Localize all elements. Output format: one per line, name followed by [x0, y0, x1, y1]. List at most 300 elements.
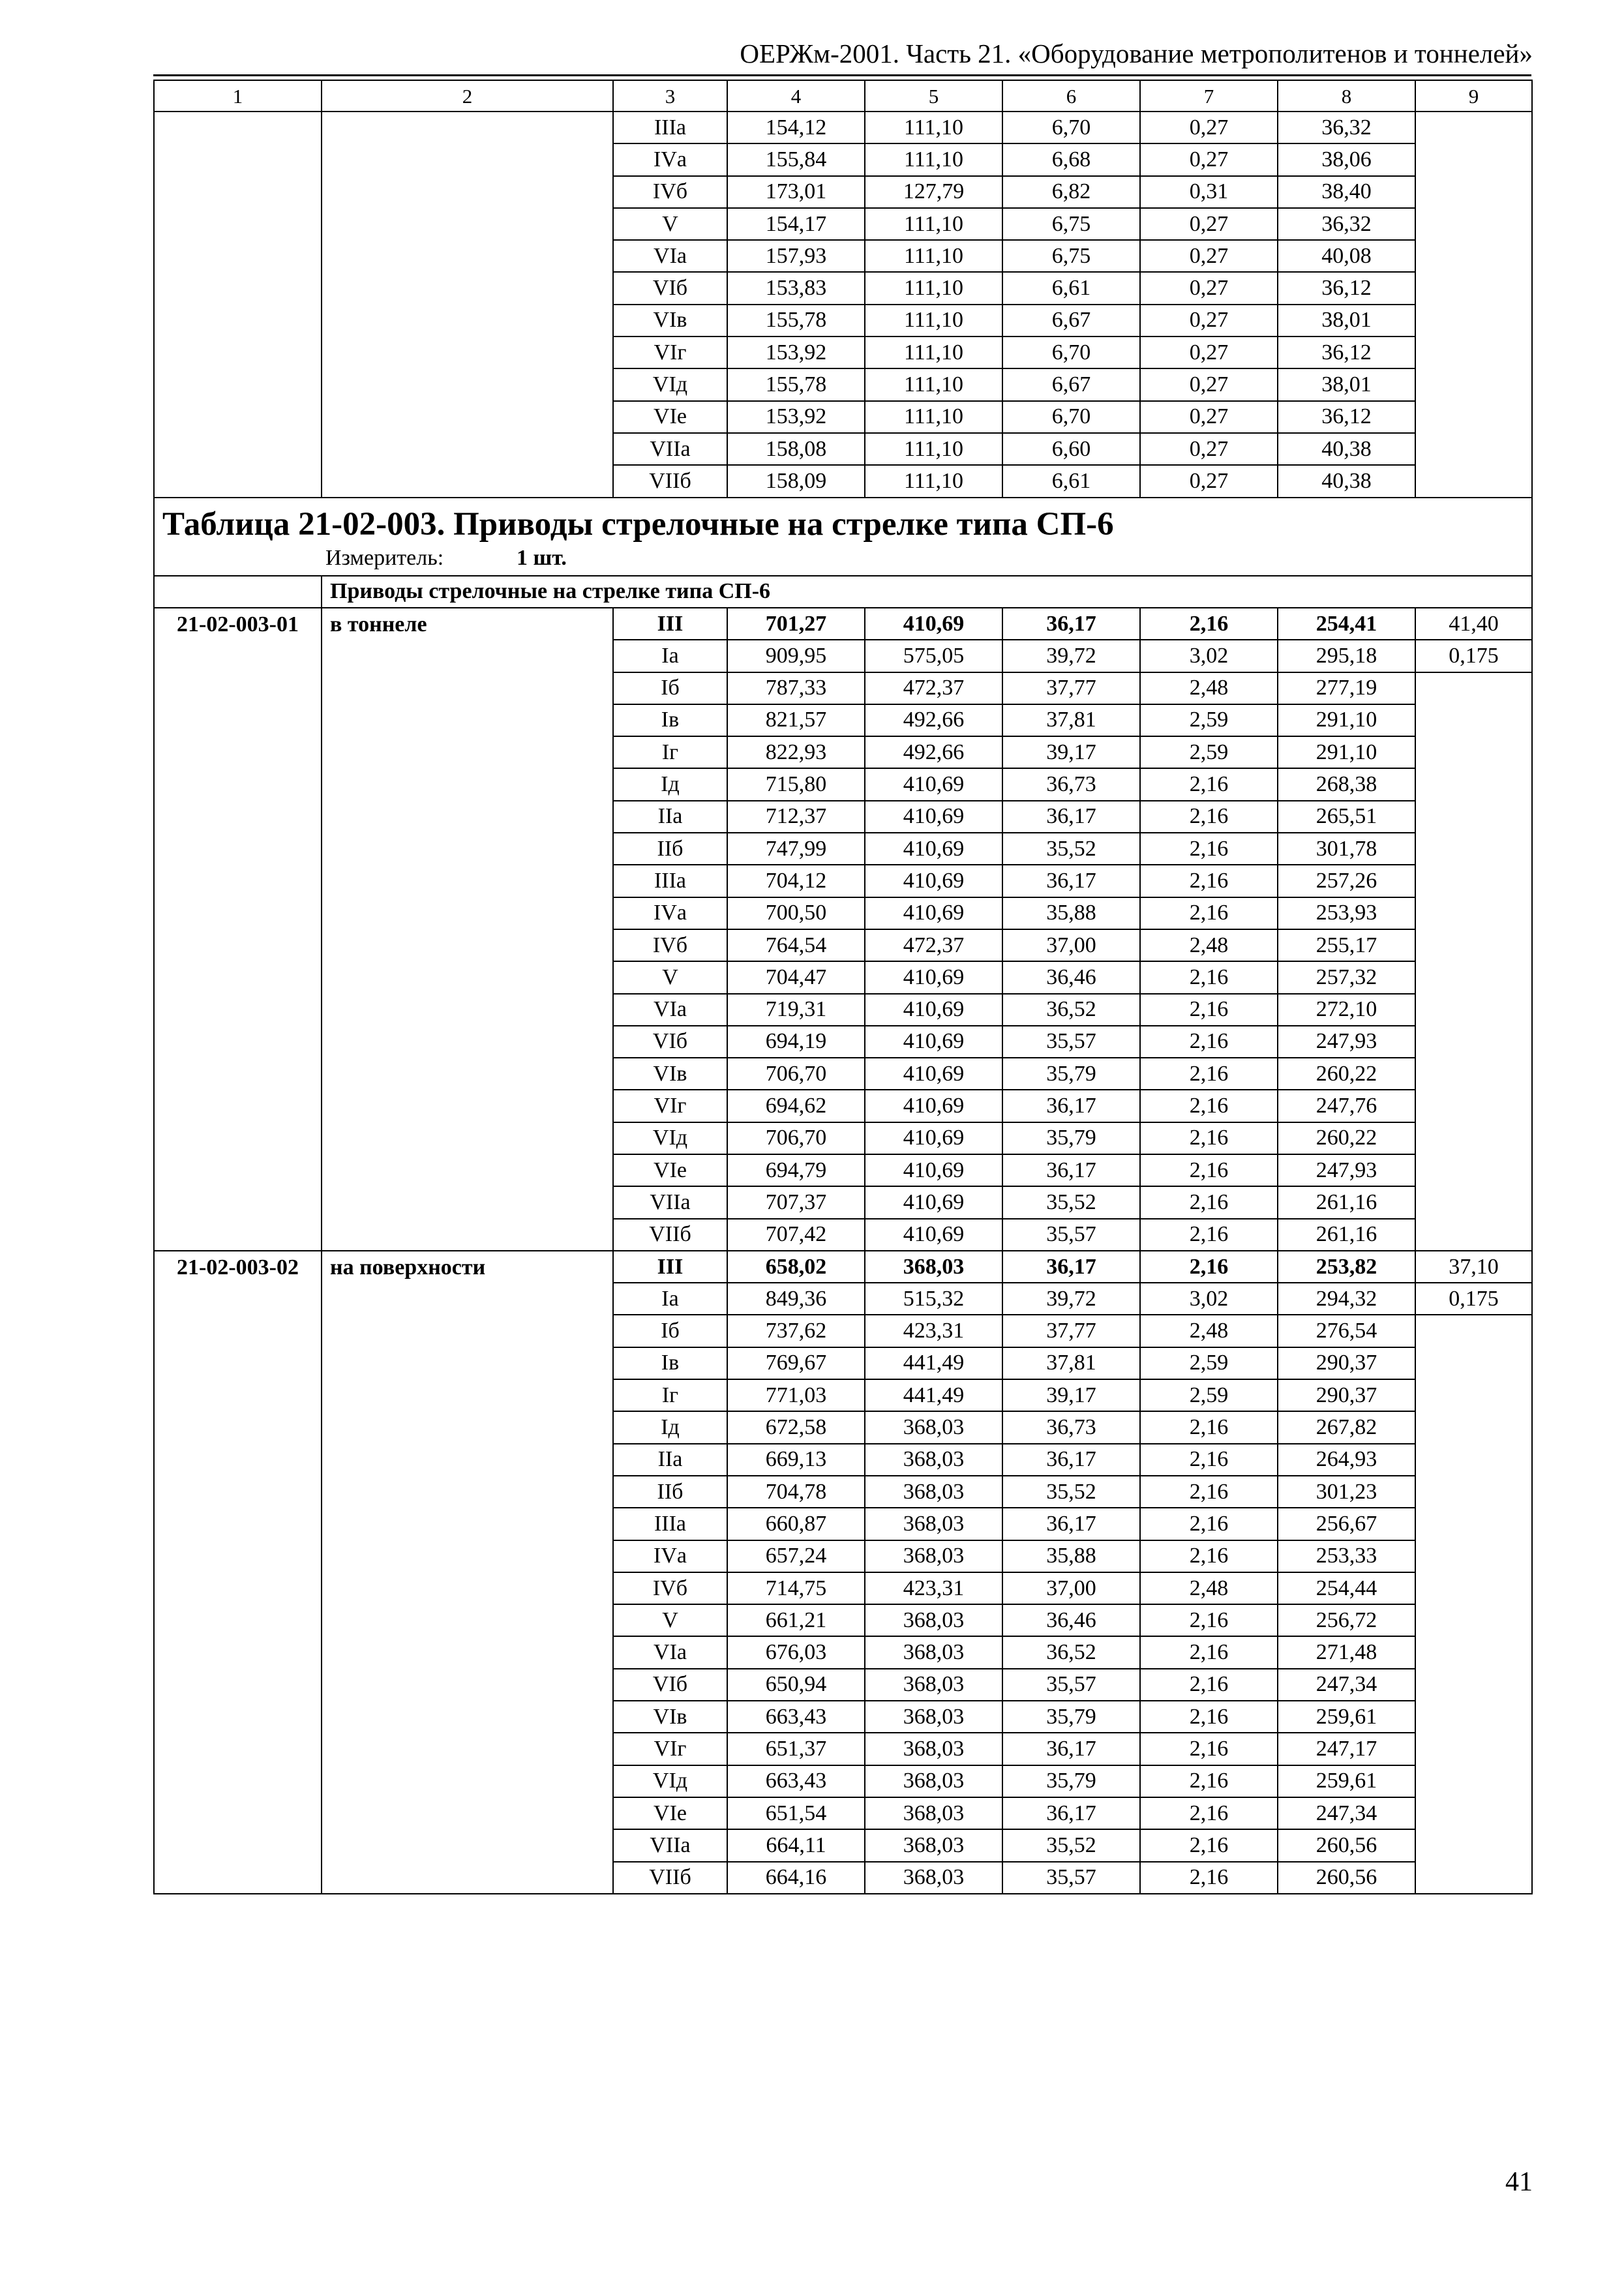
- value-cell: 247,93: [1278, 1154, 1415, 1186]
- variant-cell: VIа: [613, 1636, 727, 1668]
- value-cell: 257,26: [1278, 865, 1415, 897]
- value-cell: 651,54: [727, 1797, 865, 1829]
- variant-cell: VIб: [613, 1669, 727, 1701]
- value-cell: 153,92: [727, 337, 865, 368]
- value-cell: 368,03: [865, 1251, 1002, 1283]
- value-cell: 2,16: [1140, 1090, 1278, 1122]
- value-cell: 6,67: [1002, 305, 1140, 337]
- value-cell: 368,03: [865, 1862, 1002, 1894]
- value-cell: 410,69: [865, 833, 1002, 865]
- value-cell: 410,69: [865, 1090, 1002, 1122]
- value-cell: 707,42: [727, 1219, 865, 1251]
- variant-cell: VIг: [613, 1733, 727, 1765]
- value-cell: 2,16: [1140, 1476, 1278, 1508]
- value-cell: 651,37: [727, 1733, 865, 1765]
- value-cell: 2,16: [1140, 1154, 1278, 1186]
- value-cell: 253,82: [1278, 1251, 1415, 1283]
- value-cell: 2,16: [1140, 865, 1278, 897]
- value-cell: 2,16: [1140, 1186, 1278, 1218]
- value-cell: 155,84: [727, 143, 865, 175]
- variant-cell: VIб: [613, 272, 727, 304]
- value-cell: 701,27: [727, 608, 865, 640]
- value-cell: 35,88: [1002, 897, 1140, 929]
- value-cell: 254,44: [1278, 1572, 1415, 1604]
- value-cell: 35,79: [1002, 1701, 1140, 1733]
- value-cell: 35,57: [1002, 1669, 1140, 1701]
- value-cell: 36,73: [1002, 1411, 1140, 1443]
- value-cell: 2,16: [1140, 897, 1278, 929]
- value-cell: 36,46: [1002, 961, 1140, 993]
- code-cell: [154, 112, 322, 498]
- table-title: Таблица 21-02-003. Приводы стрелочные на стрелке типа СП-6: [162, 505, 1114, 543]
- value-cell: 410,69: [865, 1026, 1002, 1058]
- value-cell: 715,80: [727, 768, 865, 800]
- variant-cell: VIд: [613, 368, 727, 400]
- value-cell: 36,12: [1278, 401, 1415, 433]
- value-cell: 2,16: [1140, 608, 1278, 640]
- value-cell: 36,46: [1002, 1604, 1140, 1636]
- value-cell: 155,78: [727, 305, 865, 337]
- value-cell: 37,00: [1002, 1572, 1140, 1604]
- value-cell: 259,61: [1278, 1765, 1415, 1797]
- value-cell: 821,57: [727, 704, 865, 736]
- value-cell: 368,03: [865, 1797, 1002, 1829]
- value-cell: 154,12: [727, 112, 865, 143]
- value-cell: 35,79: [1002, 1058, 1140, 1090]
- value-cell: 657,24: [727, 1540, 865, 1572]
- value-cell: 247,93: [1278, 1026, 1415, 1058]
- value-cell: 268,38: [1278, 768, 1415, 800]
- variant-cell: Iд: [613, 768, 727, 800]
- value-cell: 2,48: [1140, 1572, 1278, 1604]
- value-cell: 37,81: [1002, 704, 1140, 736]
- variant-cell: VIг: [613, 337, 727, 368]
- table-row: [154, 112, 1532, 143]
- value-cell: 111,10: [865, 112, 1002, 143]
- value-cell: 764,54: [727, 929, 865, 961]
- value-cell: 111,10: [865, 143, 1002, 175]
- value-cell: 260,56: [1278, 1829, 1415, 1861]
- value-cell: 6,68: [1002, 143, 1140, 175]
- value-cell: 35,88: [1002, 1540, 1140, 1572]
- value-cell: 6,70: [1002, 337, 1140, 368]
- value-cell: 707,37: [727, 1186, 865, 1218]
- column-number-row: [154, 80, 1532, 112]
- value-cell: 2,16: [1140, 1636, 1278, 1668]
- col9-value: 37,10: [1415, 1251, 1532, 1283]
- value-cell: 271,48: [1278, 1636, 1415, 1668]
- value-cell: 3,02: [1140, 1283, 1278, 1315]
- variant-cell: VIд: [613, 1765, 727, 1797]
- value-cell: 155,78: [727, 368, 865, 400]
- col9-value: 41,40: [1415, 608, 1532, 640]
- value-cell: 39,17: [1002, 736, 1140, 768]
- unit-row: [154, 543, 1532, 576]
- variant-cell: V: [613, 208, 727, 240]
- value-cell: 2,59: [1140, 1379, 1278, 1411]
- value-cell: 6,82: [1002, 176, 1140, 208]
- value-cell: 37,81: [1002, 1347, 1140, 1379]
- value-cell: 6,61: [1002, 272, 1140, 304]
- blank-cell: [154, 576, 322, 608]
- value-cell: 410,69: [865, 897, 1002, 929]
- value-cell: 36,17: [1002, 1154, 1140, 1186]
- value-cell: 2,16: [1140, 1122, 1278, 1154]
- value-cell: 663,43: [727, 1765, 865, 1797]
- variant-cell: VIIб: [613, 1862, 727, 1894]
- variant-cell: Iг: [613, 1379, 727, 1411]
- value-cell: 36,32: [1278, 112, 1415, 143]
- value-cell: 295,18: [1278, 640, 1415, 672]
- value-cell: 158,08: [727, 433, 865, 465]
- value-cell: 2,16: [1140, 1701, 1278, 1733]
- variant-cell: VIе: [613, 401, 727, 433]
- value-cell: 36,12: [1278, 337, 1415, 368]
- value-cell: 111,10: [865, 208, 1002, 240]
- value-cell: 37,00: [1002, 929, 1140, 961]
- value-cell: 37,77: [1002, 672, 1140, 704]
- value-cell: 0,27: [1140, 337, 1278, 368]
- value-cell: 247,34: [1278, 1797, 1415, 1829]
- variant-cell: III: [613, 1251, 727, 1283]
- variant-cell: IIб: [613, 1476, 727, 1508]
- value-cell: 256,72: [1278, 1604, 1415, 1636]
- value-cell: 676,03: [727, 1636, 865, 1668]
- value-cell: 2,48: [1140, 672, 1278, 704]
- value-cell: 35,52: [1002, 1829, 1140, 1861]
- column-number: 8: [1278, 80, 1415, 112]
- value-cell: 0,27: [1140, 401, 1278, 433]
- column-number: 5: [865, 80, 1002, 112]
- variant-cell: Iб: [613, 1315, 727, 1347]
- value-cell: 2,16: [1140, 1219, 1278, 1251]
- col9-value: 0,175: [1415, 1283, 1532, 1315]
- table-title-row: [154, 498, 1532, 543]
- value-cell: 36,17: [1002, 1090, 1140, 1122]
- value-cell: 822,93: [727, 736, 865, 768]
- value-cell: 261,16: [1278, 1219, 1415, 1251]
- value-cell: 704,78: [727, 1476, 865, 1508]
- value-cell: 290,37: [1278, 1347, 1415, 1379]
- value-cell: 256,67: [1278, 1508, 1415, 1540]
- col9-value: 0,175: [1415, 640, 1532, 672]
- value-cell: 0,27: [1140, 272, 1278, 304]
- value-cell: 111,10: [865, 337, 1002, 368]
- value-cell: 423,31: [865, 1315, 1002, 1347]
- value-cell: 719,31: [727, 994, 865, 1026]
- name-cell: [322, 112, 613, 498]
- variant-cell: Iа: [613, 1283, 727, 1315]
- value-cell: 173,01: [727, 176, 865, 208]
- value-cell: 157,93: [727, 240, 865, 272]
- value-cell: 36,52: [1002, 1636, 1140, 1668]
- column-number: 3: [613, 80, 727, 112]
- value-cell: 36,12: [1278, 272, 1415, 304]
- variant-cell: IIа: [613, 801, 727, 833]
- header-rule: [153, 74, 1531, 76]
- value-cell: 36,17: [1002, 1508, 1140, 1540]
- value-cell: 2,16: [1140, 1026, 1278, 1058]
- col9-cell: [1415, 112, 1532, 498]
- value-cell: 36,17: [1002, 608, 1140, 640]
- value-cell: 265,51: [1278, 801, 1415, 833]
- value-cell: 2,16: [1140, 1508, 1278, 1540]
- value-cell: 2,48: [1140, 1315, 1278, 1347]
- value-cell: 272,10: [1278, 994, 1415, 1026]
- unit-cell: [154, 543, 1532, 576]
- unit-value: 1 шт.: [517, 545, 567, 570]
- value-cell: 127,79: [865, 176, 1002, 208]
- value-cell: 36,17: [1002, 865, 1140, 897]
- unit-label: Измеритель:: [325, 545, 444, 570]
- value-cell: 664,16: [727, 1862, 865, 1894]
- value-cell: 2,16: [1140, 1669, 1278, 1701]
- value-cell: 410,69: [865, 801, 1002, 833]
- value-cell: 38,01: [1278, 305, 1415, 337]
- page-number: 41: [1505, 2167, 1533, 2197]
- variant-cell: VIв: [613, 1058, 727, 1090]
- variant-cell: VIа: [613, 240, 727, 272]
- value-cell: 368,03: [865, 1476, 1002, 1508]
- value-cell: 2,16: [1140, 801, 1278, 833]
- variant-cell: V: [613, 961, 727, 993]
- value-cell: 38,01: [1278, 368, 1415, 400]
- value-cell: 410,69: [865, 865, 1002, 897]
- value-cell: 6,70: [1002, 401, 1140, 433]
- value-cell: 35,57: [1002, 1862, 1140, 1894]
- value-cell: 253,93: [1278, 897, 1415, 929]
- variant-cell: IIIа: [613, 1508, 727, 1540]
- value-cell: 36,17: [1002, 1797, 1140, 1829]
- value-cell: 368,03: [865, 1829, 1002, 1861]
- variant-cell: VIа: [613, 994, 727, 1026]
- group-title-row: [154, 576, 1532, 608]
- value-cell: 472,37: [865, 929, 1002, 961]
- variant-cell: VIд: [613, 1122, 727, 1154]
- page-header: ОЕРЖм-2001. Часть 21. «Оборудование метрополитенов и тоннелей»: [740, 38, 1533, 68]
- value-cell: 368,03: [865, 1411, 1002, 1443]
- value-cell: 2,59: [1140, 704, 1278, 736]
- value-cell: 158,09: [727, 465, 865, 497]
- variant-cell: IVб: [613, 176, 727, 208]
- value-cell: 247,76: [1278, 1090, 1415, 1122]
- variant-cell: IVа: [613, 1540, 727, 1572]
- value-cell: 0,27: [1140, 465, 1278, 497]
- value-cell: 2,16: [1140, 833, 1278, 865]
- value-cell: 6,60: [1002, 433, 1140, 465]
- value-cell: 6,70: [1002, 112, 1140, 143]
- value-cell: 714,75: [727, 1572, 865, 1604]
- value-cell: 700,50: [727, 897, 865, 929]
- value-cell: 111,10: [865, 401, 1002, 433]
- value-cell: 441,49: [865, 1347, 1002, 1379]
- value-cell: 111,10: [865, 305, 1002, 337]
- value-cell: 410,69: [865, 1219, 1002, 1251]
- value-cell: 706,70: [727, 1058, 865, 1090]
- value-cell: 301,23: [1278, 1476, 1415, 1508]
- value-cell: 769,67: [727, 1347, 865, 1379]
- value-cell: 35,52: [1002, 1186, 1140, 1218]
- value-cell: 6,75: [1002, 208, 1140, 240]
- value-cell: 2,16: [1140, 768, 1278, 800]
- variant-cell: IVа: [613, 143, 727, 175]
- value-cell: 472,37: [865, 672, 1002, 704]
- value-cell: 40,38: [1278, 465, 1415, 497]
- column-number: 1: [154, 80, 322, 112]
- value-cell: 36,17: [1002, 1444, 1140, 1476]
- table-body: [154, 80, 1532, 1894]
- value-cell: 40,08: [1278, 240, 1415, 272]
- value-cell: 40,38: [1278, 433, 1415, 465]
- value-cell: 39,17: [1002, 1379, 1140, 1411]
- value-cell: 368,03: [865, 1669, 1002, 1701]
- value-cell: 2,16: [1140, 1058, 1278, 1090]
- value-cell: 36,32: [1278, 208, 1415, 240]
- value-cell: 410,69: [865, 1186, 1002, 1218]
- value-cell: 661,21: [727, 1604, 865, 1636]
- value-cell: 663,43: [727, 1701, 865, 1733]
- value-cell: 35,57: [1002, 1026, 1140, 1058]
- value-cell: 368,03: [865, 1444, 1002, 1476]
- column-number: 4: [727, 80, 865, 112]
- entry-code: 21-02-003-01: [154, 608, 322, 1251]
- variant-cell: IIа: [613, 1444, 727, 1476]
- value-cell: 368,03: [865, 1508, 1002, 1540]
- value-cell: 368,03: [865, 1733, 1002, 1765]
- value-cell: 706,70: [727, 1122, 865, 1154]
- value-cell: 35,52: [1002, 1476, 1140, 1508]
- value-cell: 0,27: [1140, 143, 1278, 175]
- value-cell: 0,27: [1140, 433, 1278, 465]
- variant-cell: VIIа: [613, 1829, 727, 1861]
- variant-cell: Iв: [613, 704, 727, 736]
- value-cell: 260,56: [1278, 1862, 1415, 1894]
- value-cell: 247,17: [1278, 1733, 1415, 1765]
- value-cell: 0,27: [1140, 112, 1278, 143]
- value-cell: 2,48: [1140, 929, 1278, 961]
- rates-table: [153, 80, 1533, 1894]
- value-cell: 2,16: [1140, 1797, 1278, 1829]
- value-cell: 255,17: [1278, 929, 1415, 961]
- value-cell: 247,34: [1278, 1669, 1415, 1701]
- value-cell: 737,62: [727, 1315, 865, 1347]
- variant-cell: VIIа: [613, 433, 727, 465]
- column-number: 2: [322, 80, 613, 112]
- value-cell: 2,16: [1140, 1251, 1278, 1283]
- value-cell: 704,47: [727, 961, 865, 993]
- value-cell: 515,32: [865, 1283, 1002, 1315]
- value-cell: 423,31: [865, 1572, 1002, 1604]
- value-cell: 658,02: [727, 1251, 865, 1283]
- value-cell: 36,73: [1002, 768, 1140, 800]
- value-cell: 2,16: [1140, 1829, 1278, 1861]
- variant-cell: VIе: [613, 1797, 727, 1829]
- value-cell: 291,10: [1278, 704, 1415, 736]
- variant-cell: Iд: [613, 1411, 727, 1443]
- value-cell: 294,32: [1278, 1283, 1415, 1315]
- value-cell: 36,17: [1002, 1733, 1140, 1765]
- variant-cell: IVа: [613, 897, 727, 929]
- value-cell: 36,17: [1002, 801, 1140, 833]
- value-cell: 111,10: [865, 465, 1002, 497]
- value-cell: 2,16: [1140, 1733, 1278, 1765]
- value-cell: 253,33: [1278, 1540, 1415, 1572]
- variant-cell: III: [613, 608, 727, 640]
- value-cell: 441,49: [865, 1379, 1002, 1411]
- variant-cell: VIб: [613, 1026, 727, 1058]
- value-cell: 6,61: [1002, 465, 1140, 497]
- value-cell: 260,22: [1278, 1058, 1415, 1090]
- value-cell: 111,10: [865, 368, 1002, 400]
- value-cell: 669,13: [727, 1444, 865, 1476]
- value-cell: 2,16: [1140, 961, 1278, 993]
- table-row: [154, 608, 1532, 640]
- value-cell: 3,02: [1140, 640, 1278, 672]
- value-cell: 261,16: [1278, 1186, 1415, 1218]
- column-number: 6: [1002, 80, 1140, 112]
- variant-cell: Iг: [613, 736, 727, 768]
- variant-cell: VIIа: [613, 1186, 727, 1218]
- value-cell: 410,69: [865, 961, 1002, 993]
- value-cell: 154,17: [727, 208, 865, 240]
- value-cell: 6,67: [1002, 368, 1140, 400]
- value-cell: 694,62: [727, 1090, 865, 1122]
- value-cell: 264,93: [1278, 1444, 1415, 1476]
- value-cell: 909,95: [727, 640, 865, 672]
- value-cell: 694,19: [727, 1026, 865, 1058]
- value-cell: 301,78: [1278, 833, 1415, 865]
- value-cell: 492,66: [865, 704, 1002, 736]
- value-cell: 35,57: [1002, 1219, 1140, 1251]
- value-cell: 368,03: [865, 1604, 1002, 1636]
- value-cell: 0,31: [1140, 176, 1278, 208]
- value-cell: 694,79: [727, 1154, 865, 1186]
- value-cell: 6,75: [1002, 240, 1140, 272]
- value-cell: 39,72: [1002, 640, 1140, 672]
- value-cell: 368,03: [865, 1540, 1002, 1572]
- variant-cell: IIIа: [613, 112, 727, 143]
- col9-cell: [1415, 1315, 1532, 1893]
- value-cell: 650,94: [727, 1669, 865, 1701]
- value-cell: 410,69: [865, 994, 1002, 1026]
- value-cell: 660,87: [727, 1508, 865, 1540]
- value-cell: 771,03: [727, 1379, 865, 1411]
- value-cell: 2,16: [1140, 1862, 1278, 1894]
- value-cell: 2,59: [1140, 1347, 1278, 1379]
- value-cell: 277,19: [1278, 672, 1415, 704]
- value-cell: 849,36: [727, 1283, 865, 1315]
- variant-cell: VIв: [613, 1701, 727, 1733]
- value-cell: 368,03: [865, 1636, 1002, 1668]
- value-cell: 704,12: [727, 865, 865, 897]
- variant-cell: VIе: [613, 1154, 727, 1186]
- value-cell: 575,05: [865, 640, 1002, 672]
- variant-cell: IVб: [613, 1572, 727, 1604]
- variant-cell: Iв: [613, 1347, 727, 1379]
- value-cell: 260,22: [1278, 1122, 1415, 1154]
- variant-cell: IVб: [613, 929, 727, 961]
- group-title: Приводы стрелочные на стрелке типа СП-6: [322, 576, 1532, 608]
- value-cell: 2,16: [1140, 1765, 1278, 1797]
- entry-name: на поверхности: [322, 1251, 613, 1894]
- value-cell: 35,79: [1002, 1765, 1140, 1797]
- value-cell: 153,83: [727, 272, 865, 304]
- variant-cell: VIIб: [613, 1219, 727, 1251]
- value-cell: 254,41: [1278, 608, 1415, 640]
- variant-cell: IIб: [613, 833, 727, 865]
- value-cell: 2,16: [1140, 1444, 1278, 1476]
- value-cell: 35,79: [1002, 1122, 1140, 1154]
